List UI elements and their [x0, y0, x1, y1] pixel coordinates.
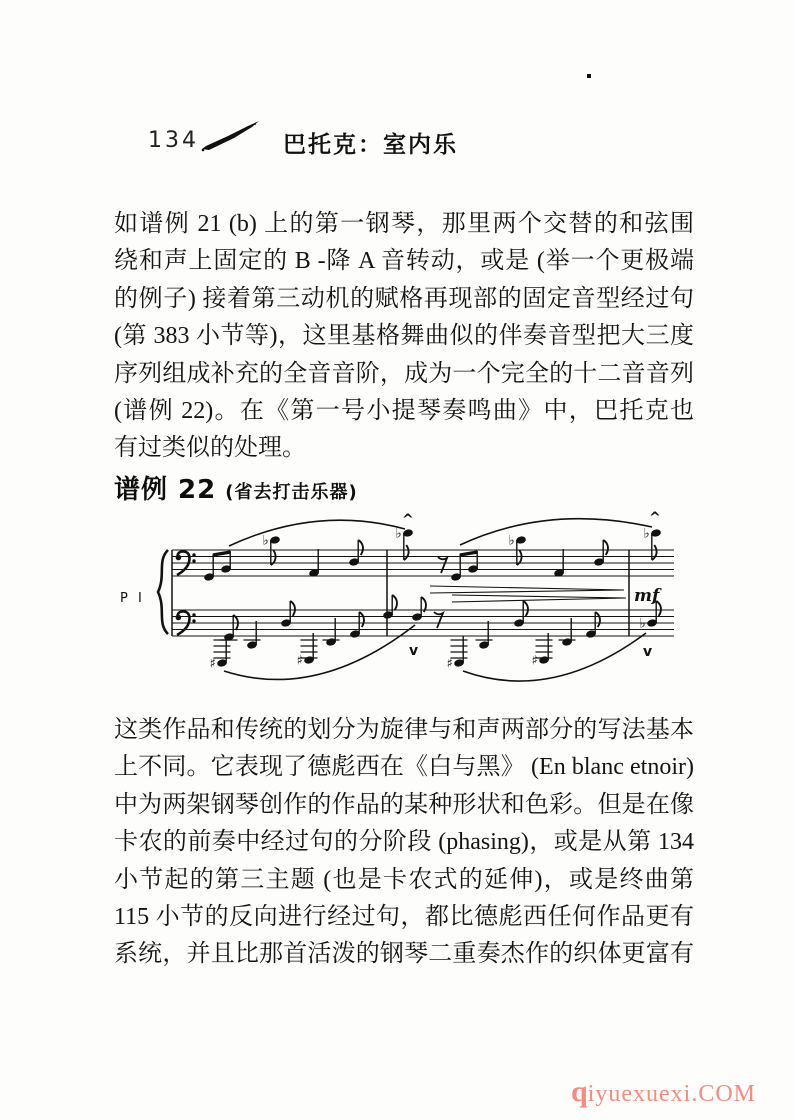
- scan-speck: [587, 74, 591, 78]
- svg-text:♭: ♭: [508, 533, 515, 549]
- text-line: 小节起的第三主题 (也是卡农式的延伸)，或是终曲第: [114, 866, 694, 893]
- watermark: [571, 1075, 756, 1109]
- musical-score: [112, 503, 687, 698]
- dynamic-marking: mf: [634, 586, 660, 606]
- svg-text:♭: ♭: [395, 526, 402, 542]
- page-number: 134: [148, 128, 199, 153]
- svg-text:v: v: [643, 644, 653, 660]
- paragraph-2: [114, 712, 694, 974]
- svg-text:♯: ♯: [446, 656, 453, 672]
- text-line: 中为两架钢琴创作的作品的某种形状和色彩。但是在像: [114, 791, 694, 818]
- svg-text:♯: ♯: [531, 653, 538, 669]
- paragraph-1: [114, 206, 694, 468]
- svg-text:^: ^: [402, 512, 414, 528]
- text-line: 上不同。它表现了德彪西在《白与黑》 (En blanc etnoir): [114, 754, 694, 781]
- watermark-lead: q: [571, 1075, 588, 1108]
- example-caption: [114, 469, 358, 506]
- text-line: 卡农的前奏中经过句的分阶段 (phasing)，或是从第 134: [114, 829, 694, 856]
- example-label: 谱例 22: [114, 475, 217, 505]
- svg-text:♭: ♭: [639, 616, 646, 632]
- text-line: 绕和声上固定的 B -降 A 音转动，或是 (举一个更极端: [114, 248, 694, 275]
- text-line: 的例子) 接着第三动机的赋格再现部的固定音型经过句: [114, 285, 694, 312]
- svg-text:v: v: [409, 643, 419, 659]
- svg-text:♯: ♯: [296, 653, 303, 669]
- text-line: 这类作品和传统的划分为旋律与和声两部分的写法基本: [114, 717, 694, 743]
- text-line: 如谱例 21 (b) 上的第一钢琴，那里两个交替的和弦围: [114, 211, 694, 237]
- musical-score-svg: [112, 503, 687, 698]
- page-header-title: 巴托克：室内乐: [283, 132, 458, 158]
- text-line: 有过类似的处理。: [114, 435, 306, 462]
- text-line: (谱例 22)。在《第一号小提琴奏鸣曲》中，巴托克也: [114, 398, 694, 425]
- text-line: (第 383 小节等)，这里基格舞曲似的伴奏音型把大三度: [114, 323, 694, 350]
- svg-text:♯: ♯: [209, 656, 216, 672]
- instrument-label: P I: [120, 591, 145, 606]
- svg-text:♭: ♭: [262, 533, 269, 549]
- brush-stroke-icon: [200, 120, 262, 154]
- text-line: 115 小节的反向进行经过句，都比德彪西任何作品更有: [114, 904, 694, 931]
- text-line: 系统，并且比那首活泼的钢琴二重奏杰作的织体更富有: [114, 941, 694, 968]
- example-note: (省去打击乐器): [225, 482, 358, 503]
- svg-text:^: ^: [649, 510, 661, 526]
- text-line: 序列组成补充的全音音阶，成为一个完全的十二音音列: [114, 360, 694, 387]
- watermark-text: iyuexuexi.COM: [587, 1081, 757, 1107]
- svg-text:♭: ♭: [643, 526, 650, 542]
